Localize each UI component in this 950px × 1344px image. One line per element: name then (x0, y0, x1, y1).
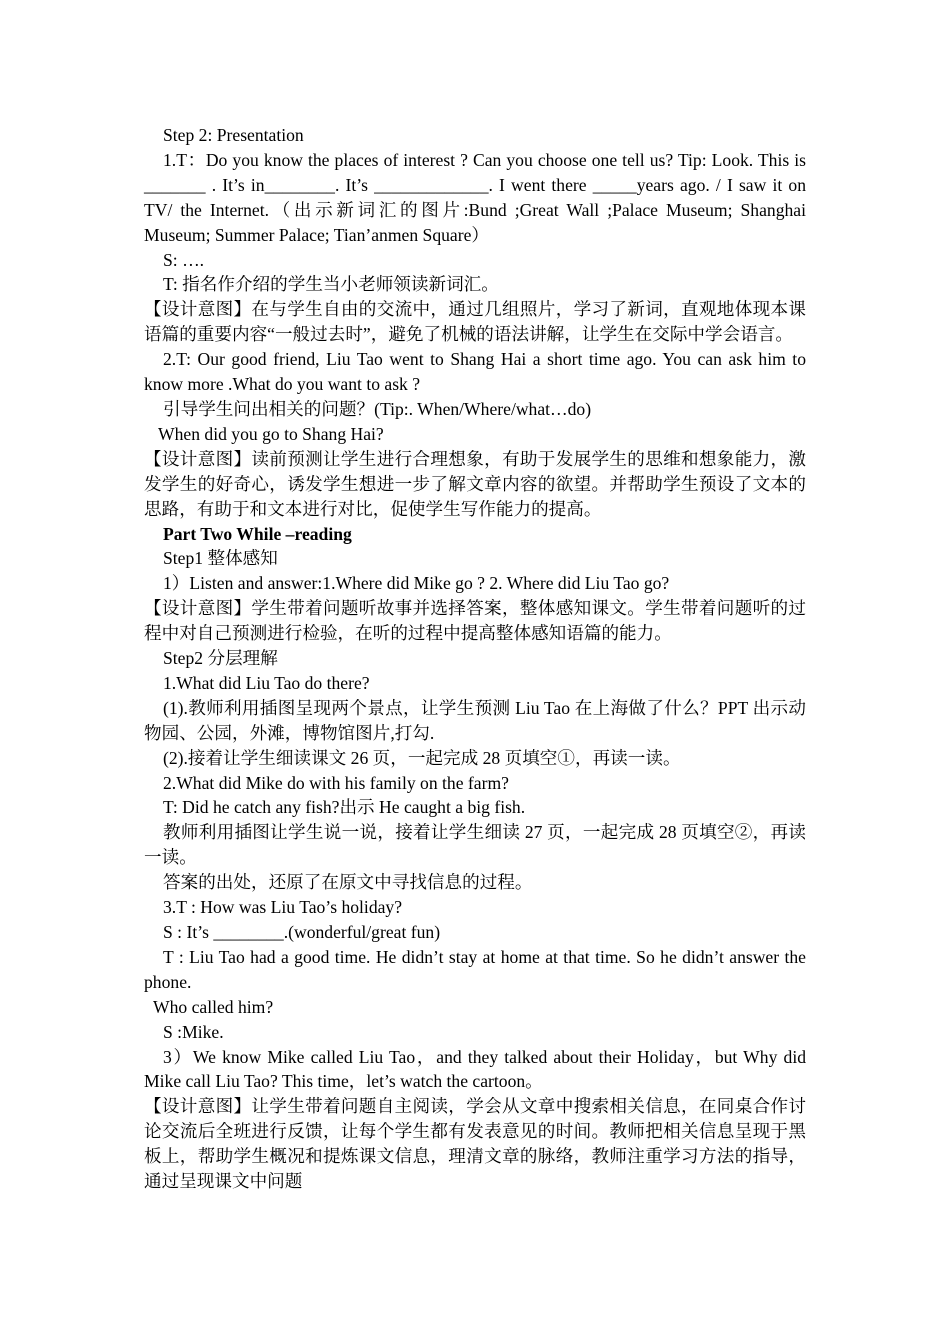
design-intent-paragraph: 【设计意图】学生带着问题听故事并选择答案，整体感知课文。学生带着问题听的过程中对自己预测进行检验，在听的过程中提高整体感知语篇的能力。 (144, 598, 806, 644)
paragraph: Step1 整体感知 (163, 548, 278, 569)
document-body (144, 123, 806, 1194)
paragraph: (1).教师利用插图呈现两个景点，让学生预测 Liu Tao 在上海做了什么？PPT 出示动物园、公园，外滩，博物馆图片,打勾. (144, 697, 806, 743)
paragraph: 3）We know Mike called Liu Tao，and they talked about their Holiday，but Why did Mike call Liu Tao? This time，let’s watch the cartoon。 (144, 1046, 806, 1092)
design-intent-paragraph: 【设计意图】读前预测让学生进行合理想象，有助于发展学生的思维和想象能力，激发学生的好奇心，诱发学生想进一步了解文章内容的欲望。并帮助学生预设了文本的思路，有助于和文本进行对比，促使学生写作能力的提高。 (144, 448, 806, 519)
paragraph: 3.T : How was Liu Tao’s holiday? (163, 897, 403, 918)
paragraph: 2.T: Our good friend, Liu Tao went to Shang Hai a short time ago. You can ask him to know more .What do you want to ask ? (144, 349, 806, 395)
paragraph: S : It’s ________.(wonderful/great fun) (163, 922, 441, 942)
design-intent-paragraph: 【设计意图】在与学生自由的交流中，通过几组照片，学习了新词，直观地体现本课语篇的重要内容“一般过去时”，避免了机械的语法讲解，让学生在交际中学会语言。 (144, 299, 806, 345)
paragraph: 答案的出处，还原了在原文中寻找信息的过程。 (163, 872, 533, 893)
paragraph: T: 指名作介绍的学生当小老师领读新词汇。 (163, 274, 499, 295)
paragraph: When did you go to Shang Hai? (158, 423, 384, 444)
paragraph: S :Mike. (163, 1021, 224, 1042)
paragraph: T: Did he catch any fish?出示 He caught a big fish. (163, 797, 526, 818)
paragraph: Step 2: Presentation (163, 125, 304, 145)
paragraph: Step2 分层理解 (163, 648, 278, 669)
paragraph: 1.What did Liu Tao do there? (163, 672, 370, 693)
paragraph: 1.T：Do you know the places of interest ? Can you choose one tell us? Tip: Look. This is _______ . It’s in________. It’s _____________. I went there _____years ago. / I saw it on TV/ the Internet.（出示新词汇的图片:Bund ;Great Wall ;Palace Museum; Shanghai Museum; Summer Palace; Tian’anmen Square） (144, 149, 806, 245)
paragraph: 引导学生问出相关的问题？(Tip:. When/Where/what…do) (163, 398, 592, 419)
section-heading: Part Two While –reading (163, 523, 352, 544)
paragraph: T : Liu Tao had a good time. He didn’t stay at home at that time. So he didn’t answer the phone. (144, 946, 806, 992)
paragraph: S: …. (163, 249, 205, 270)
paragraph: 1）Listen and answer:1.Where did Mike go ? 2. Where did Liu Tao go? (163, 573, 670, 594)
paragraph: (2).接着让学生细读课文 26 页，一起完成 28 页填空①，再读一读。 (163, 747, 681, 768)
design-intent-paragraph: 【设计意图】让学生带着问题自主阅读，学会从文章中搜索相关信息，在同桌合作讨论交流后全班进行反馈，让每个学生都有发表意见的时间。教师把相关信息呈现于黑板上，帮助学生概况和提炼课文信息，理清文章的脉络，教师注重学习方法的指导，通过呈现课文中问题 (144, 1096, 806, 1192)
paragraph: 2.What did Mike do with his family on the farm? (163, 772, 509, 793)
paragraph: 教师利用插图让学生说一说，接着让学生细读 27 页，一起完成 28 页填空②，再读一读。 (144, 822, 806, 868)
paragraph: Who called him? (153, 996, 274, 1017)
